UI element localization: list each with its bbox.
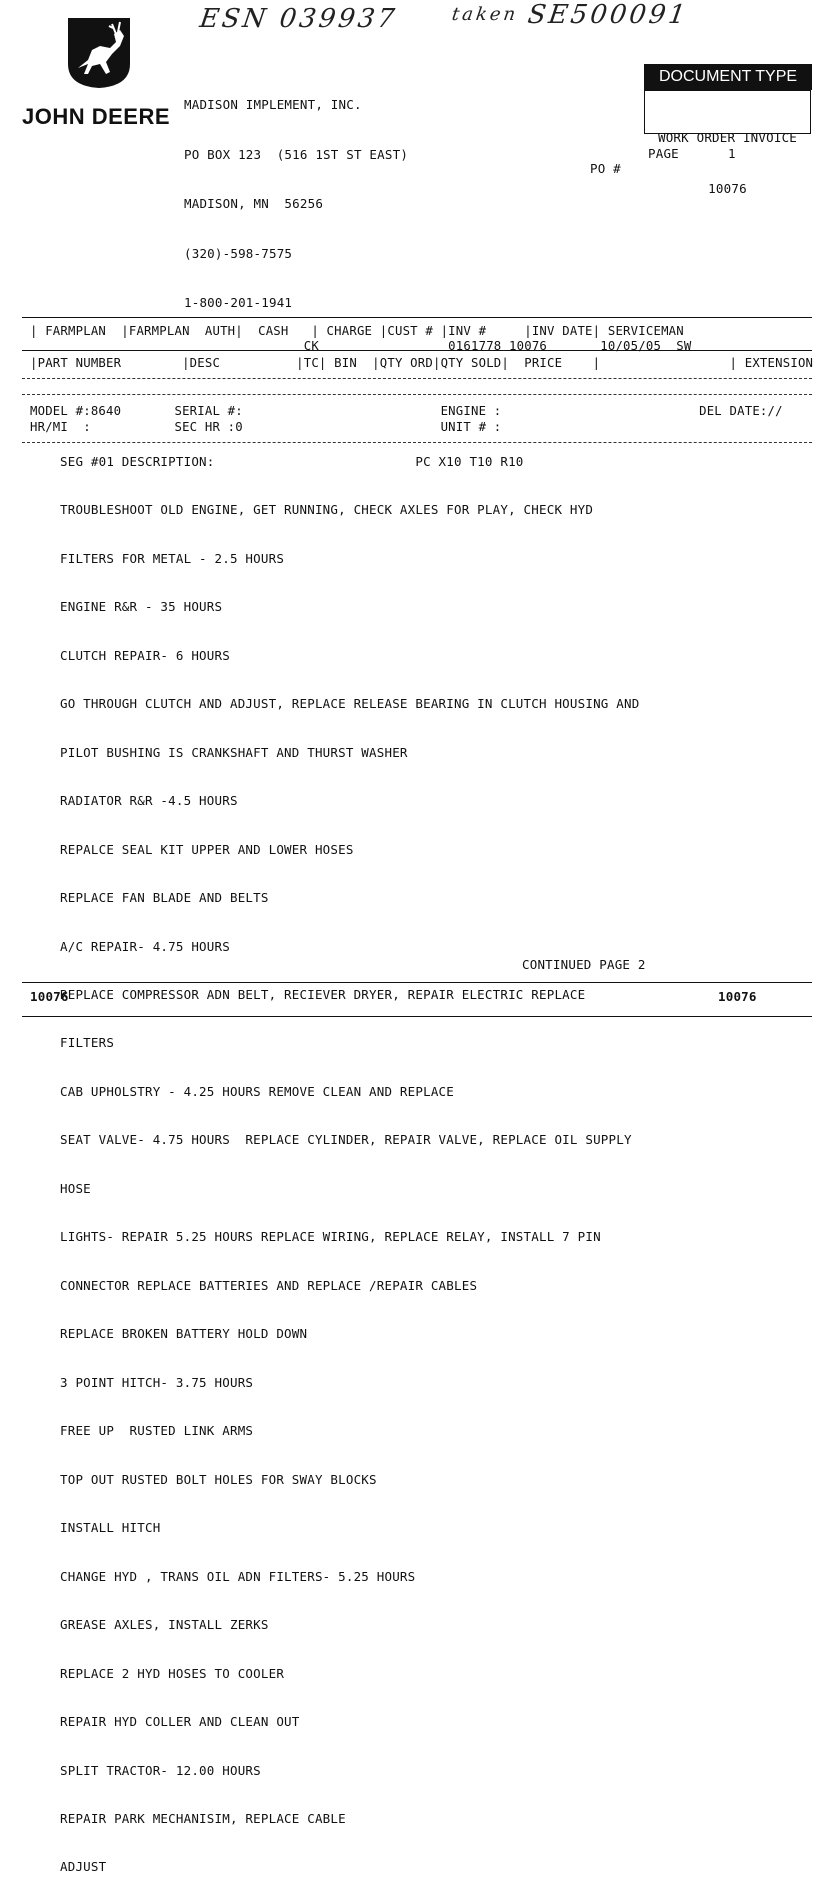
desc-line: FILTERS: [60, 1035, 115, 1051]
desc-line: SPLIT TRACTOR- 12.00 HOURS: [60, 1762, 261, 1778]
desc-line: A/C REPAIR- 4.75 HOURS: [60, 938, 230, 954]
dealer-name: MADISON IMPLEMENT, INC.: [184, 97, 362, 112]
dealer-address-line1: PO BOX 123 (516 1ST ST EAST): [184, 146, 409, 162]
desc-line: 3 POINT HITCH- 3.75 HOURS: [60, 1374, 254, 1390]
model-row-1: MODEL #:8640 SERIAL #: ENGINE : DEL DATE://: [30, 404, 783, 418]
desc-line: RADIATOR R&R -4.5 HOURS: [60, 793, 238, 809]
desc-line: SEAT VALVE- 4.75 HOURS REPLACE CYLINDER, REPAIR VALVE, REPLACE OIL SUPPLY: [60, 1132, 632, 1148]
desc-line: CAB UPHOLSTRY - 4.25 HOURS REMOVE CLEAN AND REPLACE: [60, 1083, 455, 1099]
dealer-phone: (320)-598-7575: [184, 245, 293, 261]
dealer-address: [184, 64, 408, 328]
document-type-label: DOCUMENT TYPE: [644, 64, 812, 90]
desc-line: GREASE AXLES, INSTALL ZERKS: [60, 1617, 269, 1633]
handwritten-esn: ESN 039937: [197, 4, 400, 34]
desc-line: INSTALL HITCH: [60, 1520, 161, 1536]
header-mid-rule: [22, 350, 812, 351]
handwritten-taken: taken: [450, 4, 520, 25]
desc-line: PILOT BUSHING IS CRANKSHAFT AND THURST WASHER: [60, 744, 408, 760]
dealer-city: MADISON, MN 56256: [184, 196, 324, 211]
footer-doc-number-right: 10076: [718, 989, 757, 1004]
dealer-tollfree: 1-800-201-1941: [184, 295, 293, 310]
desc-line: ENGINE R&R - 35 HOURS: [60, 599, 223, 615]
model-row-2: HR/MI : SEC HR :0 UNIT # :: [30, 420, 502, 434]
segment-header: SEG #01 DESCRIPTION: PC X10 T10 R10: [60, 454, 524, 469]
header-row-1-values: CK 0161778 10076 10/05/05 SW: [30, 339, 692, 353]
po-label: PO #: [590, 161, 621, 176]
header-bottom-rule-2: [22, 394, 812, 395]
desc-line: FREE UP RUSTED LINK ARMS: [60, 1423, 254, 1439]
desc-line: FILTERS FOR METAL - 2.5 HOURS: [60, 550, 285, 566]
footer-top-rule: [22, 982, 812, 983]
desc-line: REPAIR HYD COLLER AND CLEAN OUT: [60, 1714, 300, 1730]
desc-line: REPAIR PARK MECHANISIM, REPLACE CABLE: [60, 1810, 346, 1826]
segment-description: [60, 470, 639, 1892]
continued-note: CONTINUED PAGE 2: [522, 957, 646, 972]
desc-line: LIGHTS- REPAIR 5.25 HOURS REPLACE WIRING, REPLACE RELAY, INSTALL 7 PIN: [60, 1229, 601, 1245]
page-number: 1: [728, 146, 736, 161]
desc-line: TOP OUT RUSTED BOLT HOLES FOR SWAY BLOCKS: [60, 1471, 377, 1487]
footer-doc-number-left: 10076: [30, 989, 69, 1004]
page-label: PAGE: [648, 146, 679, 161]
document-type-value: WORK ORDER INVOICE: [657, 130, 798, 145]
desc-line: CLUTCH REPAIR- 6 HOURS: [60, 647, 230, 663]
desc-line: ADJUST: [60, 1859, 107, 1875]
desc-line: HOSE: [60, 1180, 91, 1196]
header-top-rule: [22, 317, 812, 318]
desc-line: CONNECTOR REPLACE BATTERIES AND REPLACE /REPAIR CABLES: [60, 1277, 478, 1293]
desc-line: TROUBLESHOOT OLD ENGINE, GET RUNNING, CHECK AXLES FOR PLAY, CHECK HYD: [60, 502, 594, 518]
deere-logo-icon: [66, 16, 132, 90]
desc-line: REPLACE BROKEN BATTERY HOLD DOWN: [60, 1326, 308, 1342]
header-bottom-rule: [22, 378, 812, 379]
desc-line: REPLACE 2 HYD HOSES TO COOLER: [60, 1665, 285, 1681]
desc-line: CHANGE HYD , TRANS OIL ADN FILTERS- 5.25 HOURS: [60, 1568, 416, 1584]
desc-line: REPLACE COMPRESSOR ADN BELT, RECIEVER DRYER, REPAIR ELECTRIC REPLACE: [60, 987, 586, 1002]
footer-bottom-rule: [22, 1016, 812, 1017]
handwritten-se: SE500091: [525, 0, 691, 30]
header-row-1: | FARMPLAN |FARMPLAN AUTH| CASH | CHARGE |CUST # |INV # |INV DATE| SERVICEMAN: [30, 324, 684, 338]
document-number: 10076: [708, 181, 747, 196]
header-row-2: |PART NUMBER |DESC |TC| BIN |QTY ORD|QTY SOLD| PRICE | | EXTENSION: [30, 356, 814, 370]
desc-line: GO THROUGH CLUTCH AND ADJUST, REPLACE RELEASE BEARING IN CLUTCH HOUSING AND: [60, 696, 640, 712]
desc-line: REPLACE FAN BLADE AND BELTS: [60, 890, 269, 906]
model-bottom-rule: [22, 442, 812, 443]
brand-name: JOHN DEERE: [22, 104, 171, 129]
desc-line: REPALCE SEAL KIT UPPER AND LOWER HOSES: [60, 841, 354, 857]
